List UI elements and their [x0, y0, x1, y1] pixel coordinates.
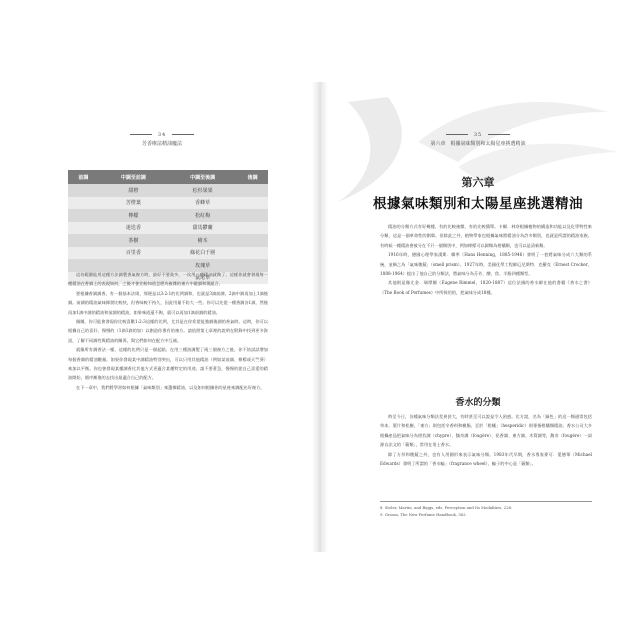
dash-ornament: [446, 134, 468, 135]
table-cell: [237, 234, 268, 247]
table-cell: 松紅梅: [168, 209, 237, 222]
table-cell: [68, 197, 99, 210]
table-cell: 茶樹: [99, 234, 168, 247]
table-row: [68, 234, 268, 247]
paragraph: 這份範圍能用這種方法調製香氣複方時，最好不要貪多，一次用三種精油就夠了，這樣你就會發現每一種精油在香調上的表現如何，之後才會比較知道怎麼為複雜的複方中做調和與組合。: [68, 272, 268, 287]
footnote-divider: [380, 501, 592, 502]
table-cell: 甜馬鬱蘭: [168, 222, 237, 235]
table-cell: 百里香: [99, 247, 168, 260]
dash-ornament: [488, 134, 510, 135]
table-cell: [237, 197, 268, 210]
table-header-row: [68, 170, 268, 184]
table-header: 中調至前調: [99, 170, 168, 184]
dash-ornament: [130, 134, 152, 135]
left-running-head: [12, 132, 312, 147]
dash-ornament: [172, 134, 194, 135]
left-page: [12, 82, 312, 552]
table-cell: 鼠尾草: [168, 272, 237, 285]
paragraph: 1916年時，德國心理學家漢斯．韓寧（Hans Henning，1885-1946）發明了一套將氣味分成六大類的系統，並稱之為「氣味稜鏡」（smell prism）。1927年時，美國化學工程師厄尼斯特．克羅克（Ernest Crocker，1888-1964）提出了他自己的分類法，將氣味分為芬芳、酸、焦、羊脂四種類型。: [380, 252, 592, 277]
chapter-intro-text: [380, 222, 592, 297]
table-cell: 苦橙葉: [99, 197, 168, 210]
table-cell: 玫瑰草: [168, 259, 237, 272]
table-cell: [237, 247, 268, 260]
table-cell: 檸檬: [99, 209, 168, 222]
paragraph: 其他則是像尤金．瑞摩爾（Eugene Rimmel，1820-1887）這位法國的香水師在他的書籍《香水之書》（The Book of Perfumes）中所採用的，把氣味分成18種。: [380, 280, 592, 295]
section-heading: 香水的分類: [455, 398, 501, 408]
footnote: 8. Stoler, Martin, and Biggs, eds. Perception and Its Modalities, 226.: [380, 505, 513, 510]
table-row: [68, 209, 268, 222]
table-cell: [68, 209, 99, 222]
left-running-title: 芳香療法精油魔法: [141, 141, 182, 147]
paragraph: 時至今日，各種氣味分類法差異甚大，有時甚至可以說是令人困惑。比方說，名為「綠色」的這一類通常包括草本、葉片和松樹。「東方」則包括辛香料和樹脂。至於「柑橘」（hesperidic）則專指柑橘類精油。香水公司大多根據產品把氣味分為柑苔調（chypre）、馥奇調（fougère）、花香調、東方調、木質調等，馥奇（fougère）一詞源自法文的「蕨類」，常用在男士香水。: [380, 414, 592, 448]
chapter-title: 根據氣味類別和太陽星座挑選精油: [373, 196, 583, 212]
table-cell: 檜木: [168, 234, 237, 247]
table-cell: [68, 222, 99, 235]
left-body-text: [68, 270, 268, 392]
table-header: 中調至後調: [168, 170, 237, 184]
table-cell: 松杉果果: [168, 184, 237, 197]
table-cell: [68, 184, 99, 197]
table-cell: 迷迭香: [99, 222, 168, 235]
right-page-number: 35: [473, 132, 483, 138]
paragraph: 除了方形和稜鏡之外，也有人用圓形來表示氣味分類。1983年代早期，香水專家麥可．愛德華（Michael Edwards）發明了所謂的「香水輪」（fragrance wheel），輪子的中心是「蕨類」。: [380, 451, 592, 467]
table-cell: [68, 247, 99, 260]
section-body-text: [380, 412, 592, 468]
table-row: [68, 184, 268, 197]
table-cell: [68, 234, 99, 247]
table-header: 後調: [237, 170, 268, 184]
table-cell: 甜橙: [99, 184, 168, 197]
paragraph: 要根據香調調香，有一個基本法則，那便是以3:2:1的比例調和，也就是3滴前調、2滴中調再加上1滴後調。前調的精油氣味揮發比較快，但香味較不持久，因此用量不妨大一些。你可以先從一種香調各1滴，然後再加1滴中調的精油和前調的精油，如果味道還不夠，就可以再加1滴前調的精油。: [68, 290, 268, 315]
note-table: [68, 170, 268, 284]
table-cell: [237, 222, 268, 235]
left-page-number: 34: [157, 132, 167, 138]
right-running-title: 第六章 根據氣味類別和太陽星座挑選精油: [430, 141, 526, 147]
paragraph: 在下一章中，我們將學習如何根據「氣味類別」來選擇精油，以及如何根據你的星座來調配出好複方。: [76, 384, 265, 390]
footnotes: [380, 504, 592, 518]
book-gutter: [312, 82, 328, 552]
table-cell: [237, 184, 268, 197]
table-row: [68, 197, 268, 210]
chapter-label: 第六章: [461, 176, 495, 189]
table-cell: 香蜂草: [168, 197, 237, 210]
book-spread: [12, 82, 628, 552]
table-row: [68, 247, 268, 260]
paragraph: 偶爾，你可能會發現你比較喜歡1:2:3這樣的比例，尤其是在你希望能強調後調的香氣時。這時，你可以根據自己的喜好，慢慢的（1滴1滴的加）以創造你專有的複方。請依照第七章裡的說明在附錄中找到更多資訊，了解不同調性與精油的關係，與它們如何在配方中互補。: [68, 319, 268, 343]
right-running-head: [328, 132, 628, 147]
paragraph: 精油的分類方式有好幾種，有的比較複雜，有的比較簡單。卡爾．林奈根據植物的構造和功能以及化學特性來分類，這是一個革命性的創舉。但除此之外，植物學家也根據氣味將精油分為許多類別，也就是所謂的精油家族。有時候一種精油會被分在不只一個類別中，例如檸檬可以歸類為柑橘類，也可以是清新類。: [380, 224, 592, 248]
footnote: 9. Groom, The New Perfume Handbook, 362.: [380, 512, 467, 517]
table-header: 前調: [68, 170, 99, 184]
table-cell: 綠花白千層: [168, 247, 237, 260]
table-cell: [237, 209, 268, 222]
paragraph: 就像所有調香法一樣，這樣的比例只是一個起點。在用三種油調製了兩三個複方之後，你不妨試試增加每個香調的精油數量。如果你發現某中調精油特別突出，可以只用其他精油（例如某前調、檸檬或天竺葵）來加以平衡。你也會發現某種調香比其他方式更適合某種特定的用途。請不要著急，慢慢的從自己喜愛的精油開始，循序漸進的去找出最適合自己的配方。: [68, 347, 268, 381]
right-page: [328, 82, 628, 552]
table-row: [68, 222, 268, 235]
